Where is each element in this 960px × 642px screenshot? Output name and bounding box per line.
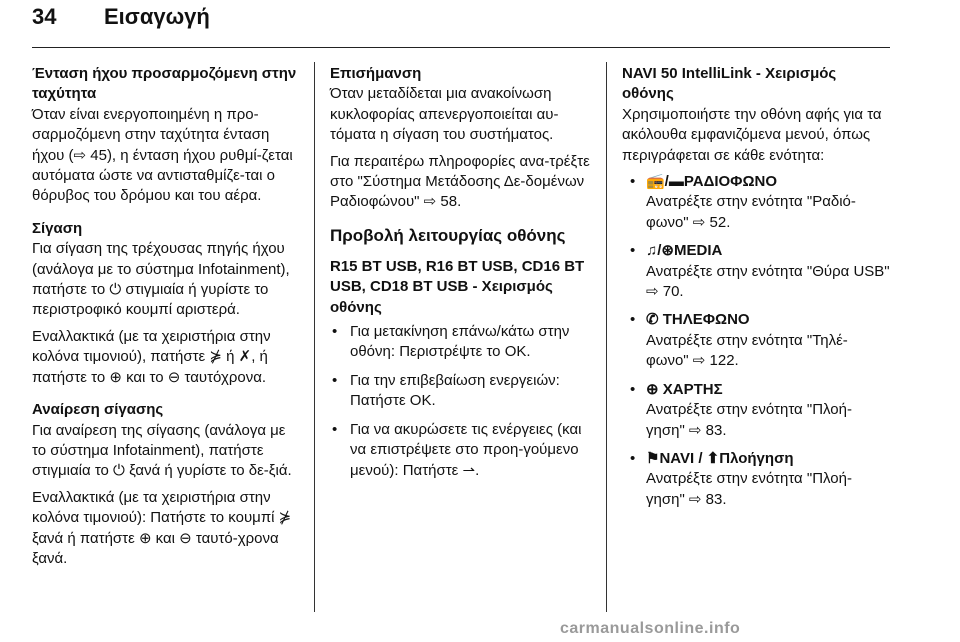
list-item: • Για την επιβεβαίωση ενεργειών: Πατήστε OK. (330, 371, 592, 412)
section-title: NAVI 50 IntelliLink - Χειρισμός οθόνης (622, 65, 837, 103)
paragraph: Χρησιμοποιήστε την οθόνη αφής για τα ακόλουθα εμφανιζόμενα μενού, όπως περιγράφεται σε κάθε ενότητα: (622, 105, 882, 164)
list-item (622, 241, 890, 302)
subsection-title: R15 BT USB, R16 BT USB, CD16 BT USB, CD18 BT USB - Χειρισμός οθόνης (330, 257, 585, 316)
paragraph: Όταν είναι ενεργοποιημένη η προ-σαρμοζόμενη στην ταχύτητα ένταση ήχου (⇨ 45), η ένταση ήχου ρυθμί-ζεται αυτόματα ώστε να αντισταθμίζε-ται ο θόρυβος του δρόμου και του αέρα. (32, 105, 293, 205)
item-text: Ανατρέξτε στην ενότητα "Θύρα USB" ⇨ 70. (646, 262, 890, 301)
note-title: Επισήμανση (330, 65, 422, 82)
list-item: • Για να ακυρώσετε τις ενέργειες (και να επιστρέψετε στο προη-γούμενο μενού): Πατήστε ⇀. (330, 420, 592, 481)
page-header (32, 4, 890, 48)
list-item (622, 449, 890, 510)
chapter-title: Εισαγωγή (104, 4, 210, 29)
note-box (330, 64, 592, 213)
item-text: Ανατρέξτε στην ενότητα "Τηλέ-φωνο" ⇨ 122. (646, 331, 848, 370)
item-text: Ανατρέξτε στην ενότητα "Ραδιό-φωνο" ⇨ 52. (646, 193, 856, 231)
paragraph: Εναλλακτικά (με τα χειριστήρια στην κολόνα τιμονιού), πατήστε ⋡ ή ✗, ή πατήστε το ⊕ και το ⊖ ταυτόχρονα. (32, 327, 271, 386)
section-heading: Προβολή λειτουργίας οθόνης (330, 225, 566, 245)
list-item (622, 380, 890, 441)
menu-title-map: • ⊕ ΧΑΡΤΗΣ (646, 380, 723, 398)
item-text: Ανατρέξτε στην ενότητα "Πλοή-γηση" ⇨ 83. (646, 401, 852, 439)
section-title: Αναίρεση σίγασης (32, 401, 164, 419)
paragraph: Όταν μεταδίδεται μια ανακοίνωση κυκλοφορίας απενεργοποιείται αυ-τόματα η σίγαση του συστήματος. (330, 85, 559, 144)
menu-title-radio: • 📻/▬ΡΑΔΙΟΦΩΝΟ (646, 173, 778, 191)
bullet-list (330, 322, 592, 481)
paragraph: Για αναίρεση της σίγασης (ανάλογα με το σύστημα Infotainment), πατήστε στιγμιαία το ⏻ ξανά ή γυρίστε το δε-ξιά. (32, 421, 292, 480)
section-title: Σίγαση (32, 219, 83, 237)
paragraph: Εναλλακτικά (με τα χειριστήρια στην κολόνα τιμονιού): Πατήστε το κουμπί ⋡ ξανά ή πατήστε ⊕ και ⊖ ταυτό-χρονα ξανά. (32, 488, 292, 567)
watermark: carmanualsonline.info (560, 620, 741, 637)
paragraph: Για σίγαση της τρέχουσας πηγής ήχου (ανάλογα με το σύστημα Infotainment), πατήστε το ⏻ στιγμιαία ή γυρίστε το περιστροφικό κουμπί αριστερά. (32, 240, 290, 319)
section-speed-volume (32, 64, 300, 207)
column-divider (606, 62, 607, 612)
column-divider (314, 62, 315, 612)
page-number: 34 (32, 4, 57, 29)
column-right (622, 64, 890, 518)
item-text: Ανατρέξτε στην ενότητα "Πλοή-γηση" ⇨ 83. (646, 470, 852, 508)
column-middle (330, 64, 592, 489)
paragraph: Για περαιτέρω πληροφορίες ανα-τρέξτε στο "Σύστημα Μετάδοσης Δε-δομένων Ραδιοφώνου" ⇨ 58. (330, 152, 590, 211)
section-title: Ένταση ήχου προσαρμοζόμενη στην ταχύτητα (32, 65, 297, 103)
column-left (32, 64, 300, 581)
menu-title-phone: • ✆ ΤΗΛΕΦΩΝΟ (646, 311, 750, 329)
menu-title-media: • ♫/⊛MEDIA (646, 242, 723, 260)
section-mute (32, 219, 300, 388)
list-item (622, 172, 890, 233)
list-item: • Για μετακίνηση επάνω/κάτω στην οθόνη: Περιστρέψτε το OK. (330, 322, 592, 363)
section-unmute (32, 400, 300, 569)
list-item (622, 310, 890, 371)
menu-list (622, 172, 890, 510)
menu-title-navi: • ⚑NAVI / ⬆Πλοήγηση (646, 449, 794, 467)
